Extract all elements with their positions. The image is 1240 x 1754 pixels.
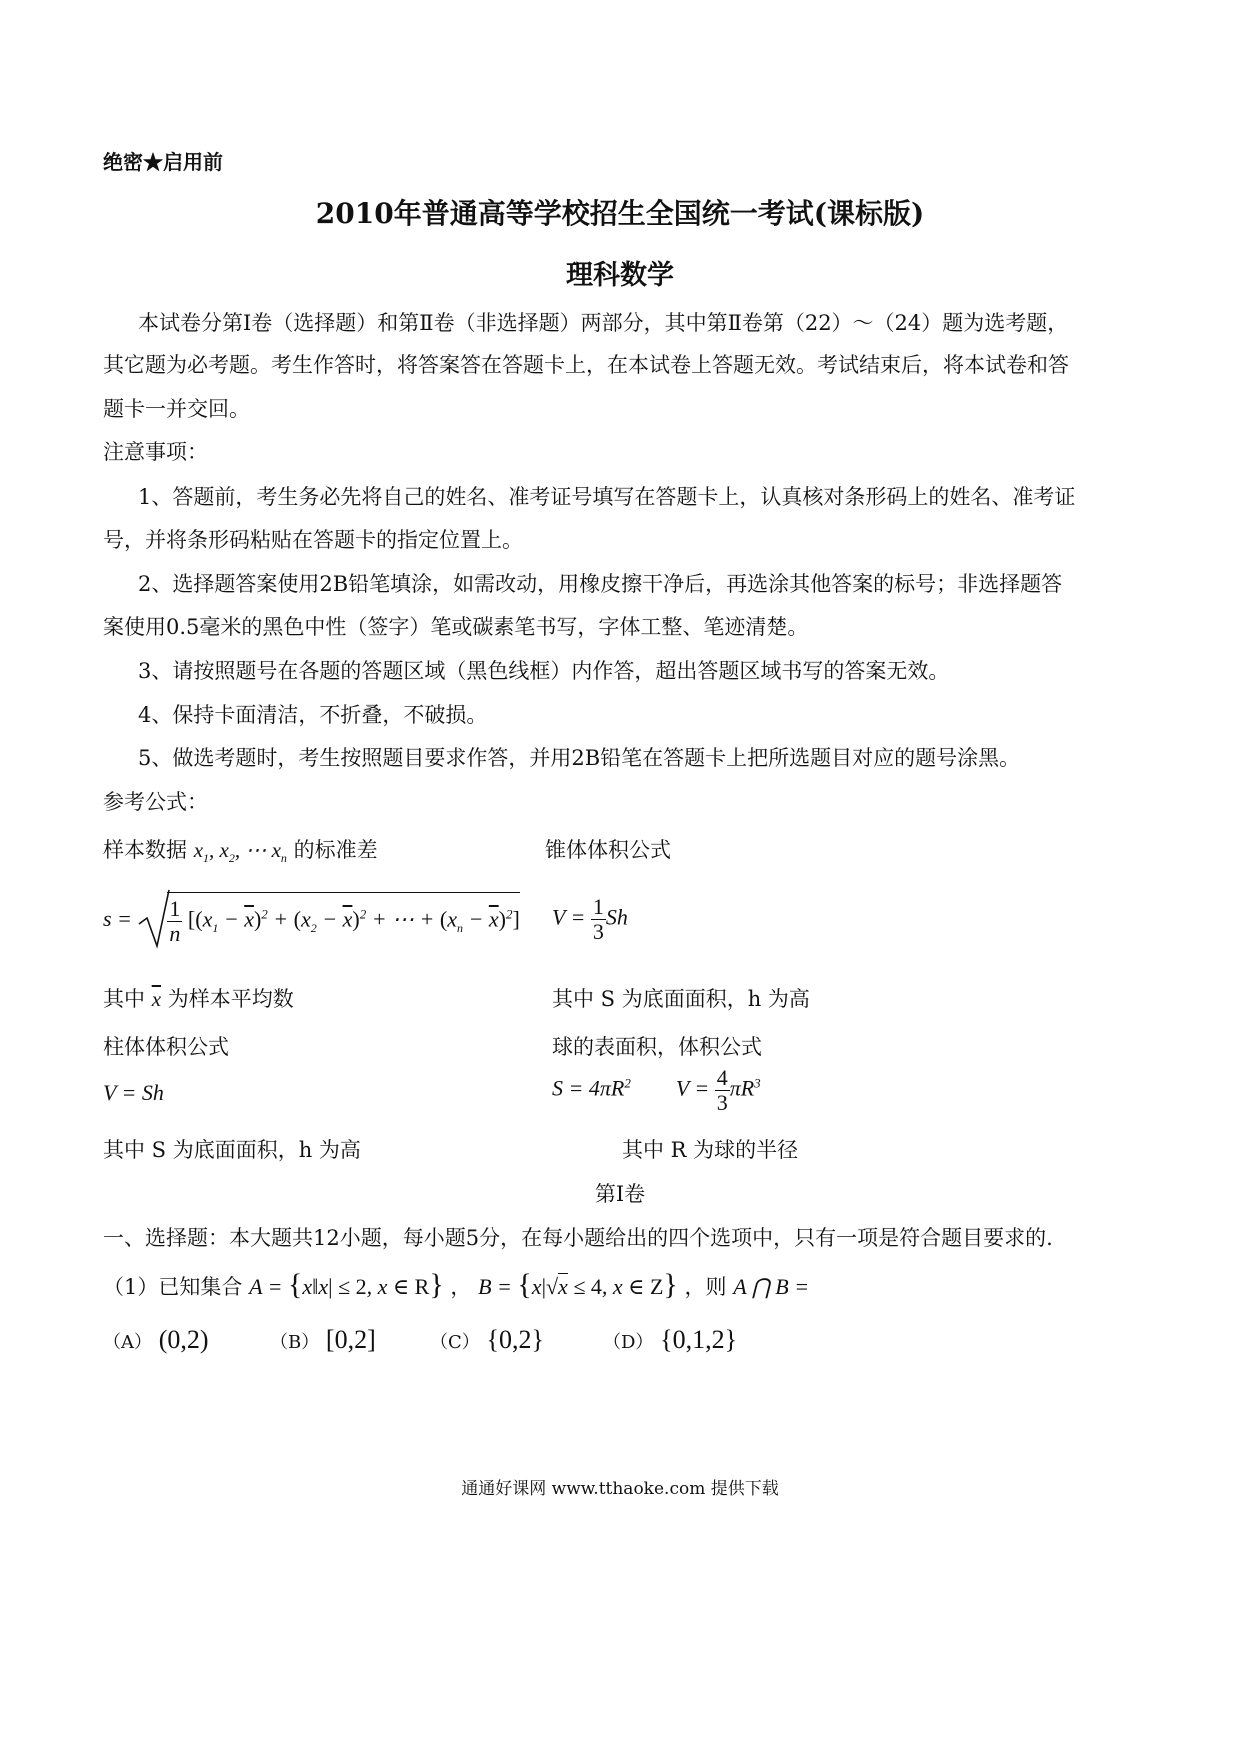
option-a-label: （A） [103, 1332, 152, 1353]
intersection-expression: A ⋂ B = [733, 1274, 810, 1299]
mean-symbol: $\overline{x}$ [151, 987, 162, 1011]
volume-heading: 第Ⅰ卷 [594, 1182, 646, 1206]
option-b-label: （B） [270, 1332, 320, 1353]
note-2b: 案使用0.5毫米的黑色中性（签字）笔或碳素笔书写，字体工整、笔迹清楚。 [103, 615, 809, 639]
cone-label: 锥体体积公式 [545, 838, 671, 862]
exam-subject: 理科数学 [566, 260, 674, 291]
prism-label: 柱体体积公式 [103, 1035, 229, 1059]
option-d-value: {0,1,2} [660, 1325, 738, 1354]
sphere-label: 球的表面积，体积公式 [552, 1035, 762, 1059]
sd-label-suffix: 的标准差 [293, 838, 378, 862]
option-d-label: （D） [603, 1332, 654, 1353]
question-1-option-b[interactable] [270, 1325, 376, 1355]
intro-line-3: 题卡一并交回。 [103, 397, 250, 421]
set-b-definition: B = {x|√x ≤ 4, x ∈ Z} [478, 1268, 678, 1301]
note-2a: 2、选择题答案使用2B铅笔填涂，如需改动，用橡皮擦干净后，再选涂其他答案的标号；非选择题答 [138, 572, 1063, 596]
option-b-value: [0,2] [325, 1325, 376, 1354]
exam-title: 2010年普通高等学校招生全国统一考试(课标版) [315, 197, 925, 230]
notes-heading: 注意事项： [103, 440, 208, 464]
note-5: 5、做选考题时，考生按照题目要求作答，并用2B铅笔在答题卡上把所选题目对应的题号涂黑。 [138, 746, 1021, 770]
prism-volume-formula: V = Sh [103, 1080, 164, 1105]
sphere-note: 其中 R 为球的半径 [622, 1138, 799, 1162]
sphere-formulas: $S = 4\pi R^2$ V = $\frac{4}{3}$ $\pi R^3$ [552, 1065, 761, 1116]
prism-note: 其中 S 为底面面积，h 为高 [103, 1138, 361, 1162]
note-1a: 1、答题前，考生务必先将自己的姓名、准考证号填写在答题卡上，认真核对条形码上的姓名、准考证 [138, 485, 1076, 509]
radical-sign [137, 888, 171, 950]
sd-formula: s = $\frac{1}{n}$ [$(x_1 - \overline{x})^2 + (x_2 - \overline{x})^2$ + ⋯ + $(x_n - \overline{x})^2$] [103, 888, 520, 950]
question-1-option-a[interactable] [103, 1325, 209, 1355]
mean-note-suffix: 为样本平均数 [167, 987, 294, 1011]
set-a-definition: A = {x‖x| ≤ 2, x ∈ R} [249, 1268, 444, 1301]
cone-volume-formula: V = $\frac{1}{3}$ Sh [552, 894, 628, 945]
cone-note: 其中 S 为底面面积，h 为高 [552, 987, 810, 1011]
confidential-mark: 绝密★启用前 [103, 150, 223, 174]
formulas-heading: 参考公式： [103, 790, 208, 814]
option-a-value: (0,2) [158, 1325, 209, 1354]
note-3: 3、请按照题号在各题的答题区域（黑色线框）内作答，超出答题区域书写的答案无效。 [138, 659, 950, 683]
note-4: 4、保持卡面清洁，不折叠，不破损。 [138, 703, 488, 727]
mean-note-prefix: 其中 [103, 987, 145, 1011]
part-one-instructions: 一、选择题：本大题共12小题，每小题5分，在每小题给出的四个选项中，只有一项是符合题目要求的. [103, 1226, 1053, 1250]
note-1b: 号，并将条形码粘贴在答题卡的指定位置上。 [103, 528, 523, 552]
question-1-stem: （1）已知集合 A = {x‖x| ≤ 2, x ∈ R} ， B = {x|√x ≤ 4, x ∈ Z} ，则 A ⋂ B = [103, 1268, 810, 1301]
intro-line-2: 其它题为必考题。考生作答时，将答案答在答题卡上，在本试卷上答题无效。考试结束后，将本试卷和答 [103, 353, 1069, 377]
mean-note [103, 983, 294, 1013]
option-c-label: （C） [430, 1332, 480, 1353]
question-1-option-c[interactable] [430, 1325, 544, 1355]
question-1-prefix: （1）已知集合 [103, 1275, 243, 1299]
sample-variables: $x_1$, $x_2$, ⋯ $x_n$ [193, 838, 287, 866]
option-c-value: {0,2} [486, 1325, 544, 1354]
page-footer: 通通好课网 www.tthaoke.com 提供下载 [461, 1479, 779, 1499]
intro-line-1: 本试卷分第Ⅰ卷（选择题）和第Ⅱ卷（非选择题）两部分，其中第Ⅱ卷第（22）～（24）题为选考题， [138, 311, 1069, 335]
sd-label [103, 834, 378, 866]
question-1-option-d[interactable] [603, 1325, 737, 1355]
sd-label-prefix: 样本数据 [103, 838, 187, 862]
